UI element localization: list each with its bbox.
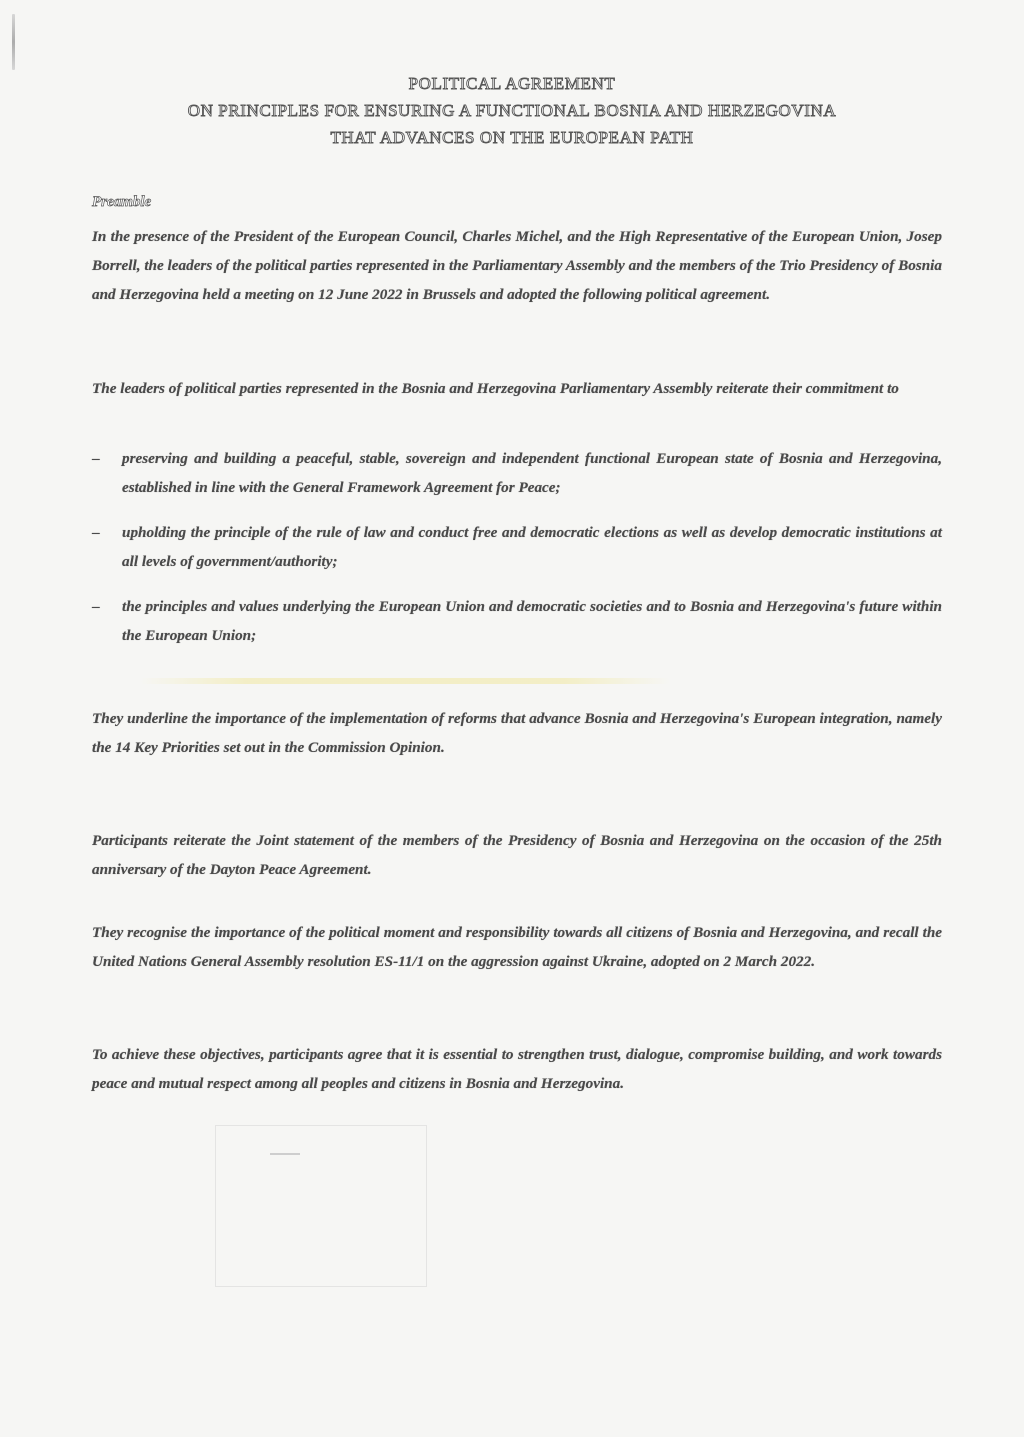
- title-line-3: THAT ADVANCES ON THE EUROPEAN PATH: [330, 128, 694, 147]
- joint-statement-paragraph: Participants reiterate the Joint statement of the members of the Presidency of Bosnia and Herzegovina on the occasion of the 25th anniversary of the Dayton Peace Agreement.: [92, 832, 942, 878]
- preamble-heading: Preamble: [92, 194, 152, 210]
- list-dash: –: [92, 450, 100, 467]
- list-dash: –: [92, 524, 100, 541]
- title-line-1: POLITICAL AGREEMENT: [408, 74, 616, 93]
- scan-artifact-line: [270, 1153, 300, 1155]
- reforms-paragraph: They underline the importance of the implementation of reforms that advance Bosnia and Herzegovina's European integration, namely the 14 Key Priorities set out in the Commission Opinion.: [92, 710, 942, 756]
- list-item: [92, 444, 942, 502]
- commitment-text: upholding the principle of the rule of law and conduct free and democratic elections as well as develop democratic institutions at all levels of government/authority;: [122, 524, 942, 570]
- scan-artifact-box: [215, 1125, 427, 1287]
- list-item: [92, 592, 942, 650]
- preamble-paragraph: In the presence of the President of the European Council, Charles Michel, and the High Representative of the European Union, Josep Borrell, the leaders of the political parties represented in the Parliamentary Assembly and the members of the Trio Presidency of Bosnia and Herzegovina held a meeting on 12 June 2022 in Brussels and adopted the following political agreement.: [92, 228, 942, 303]
- list-dash: –: [92, 598, 100, 615]
- commitment-intro-paragraph: The leaders of political parties represented in the Bosnia and Herzegovina Parliamentary Assembly reiterate their commitment to: [92, 380, 899, 397]
- commitment-text: preserving and building a peaceful, stable, sovereign and independent functional European state of Bosnia and Herzegovina, established in line with the General Framework Agreement for Peace;: [122, 450, 942, 496]
- list-item: [92, 518, 942, 576]
- commitment-text: the principles and values underlying the European Union and democratic societies and to Bosnia and Herzegovina's future within the European Union;: [122, 598, 942, 644]
- recognise-paragraph: They recognise the importance of the political moment and responsibility towards all citizens of Bosnia and Herzegovina, and recall the United Nations General Assembly resolution ES-11/1 on the aggression against Ukraine, adopted on 2 March 2022.: [92, 924, 942, 970]
- scan-edge-mark: [12, 14, 15, 70]
- document-title: [0, 70, 1024, 151]
- commitment-list: [92, 444, 942, 666]
- objectives-paragraph: To achieve these objectives, participants agree that it is essential to strengthen trust, dialogue, compromise building, and work towards peace and mutual respect among all peoples and citizens in Bosnia and Herzegovina.: [92, 1046, 942, 1092]
- highlight-smudge: [140, 678, 670, 684]
- title-line-2: ON PRINCIPLES FOR ENSURING A FUNCTIONAL BOSNIA AND HERZEGOVINA: [187, 101, 837, 120]
